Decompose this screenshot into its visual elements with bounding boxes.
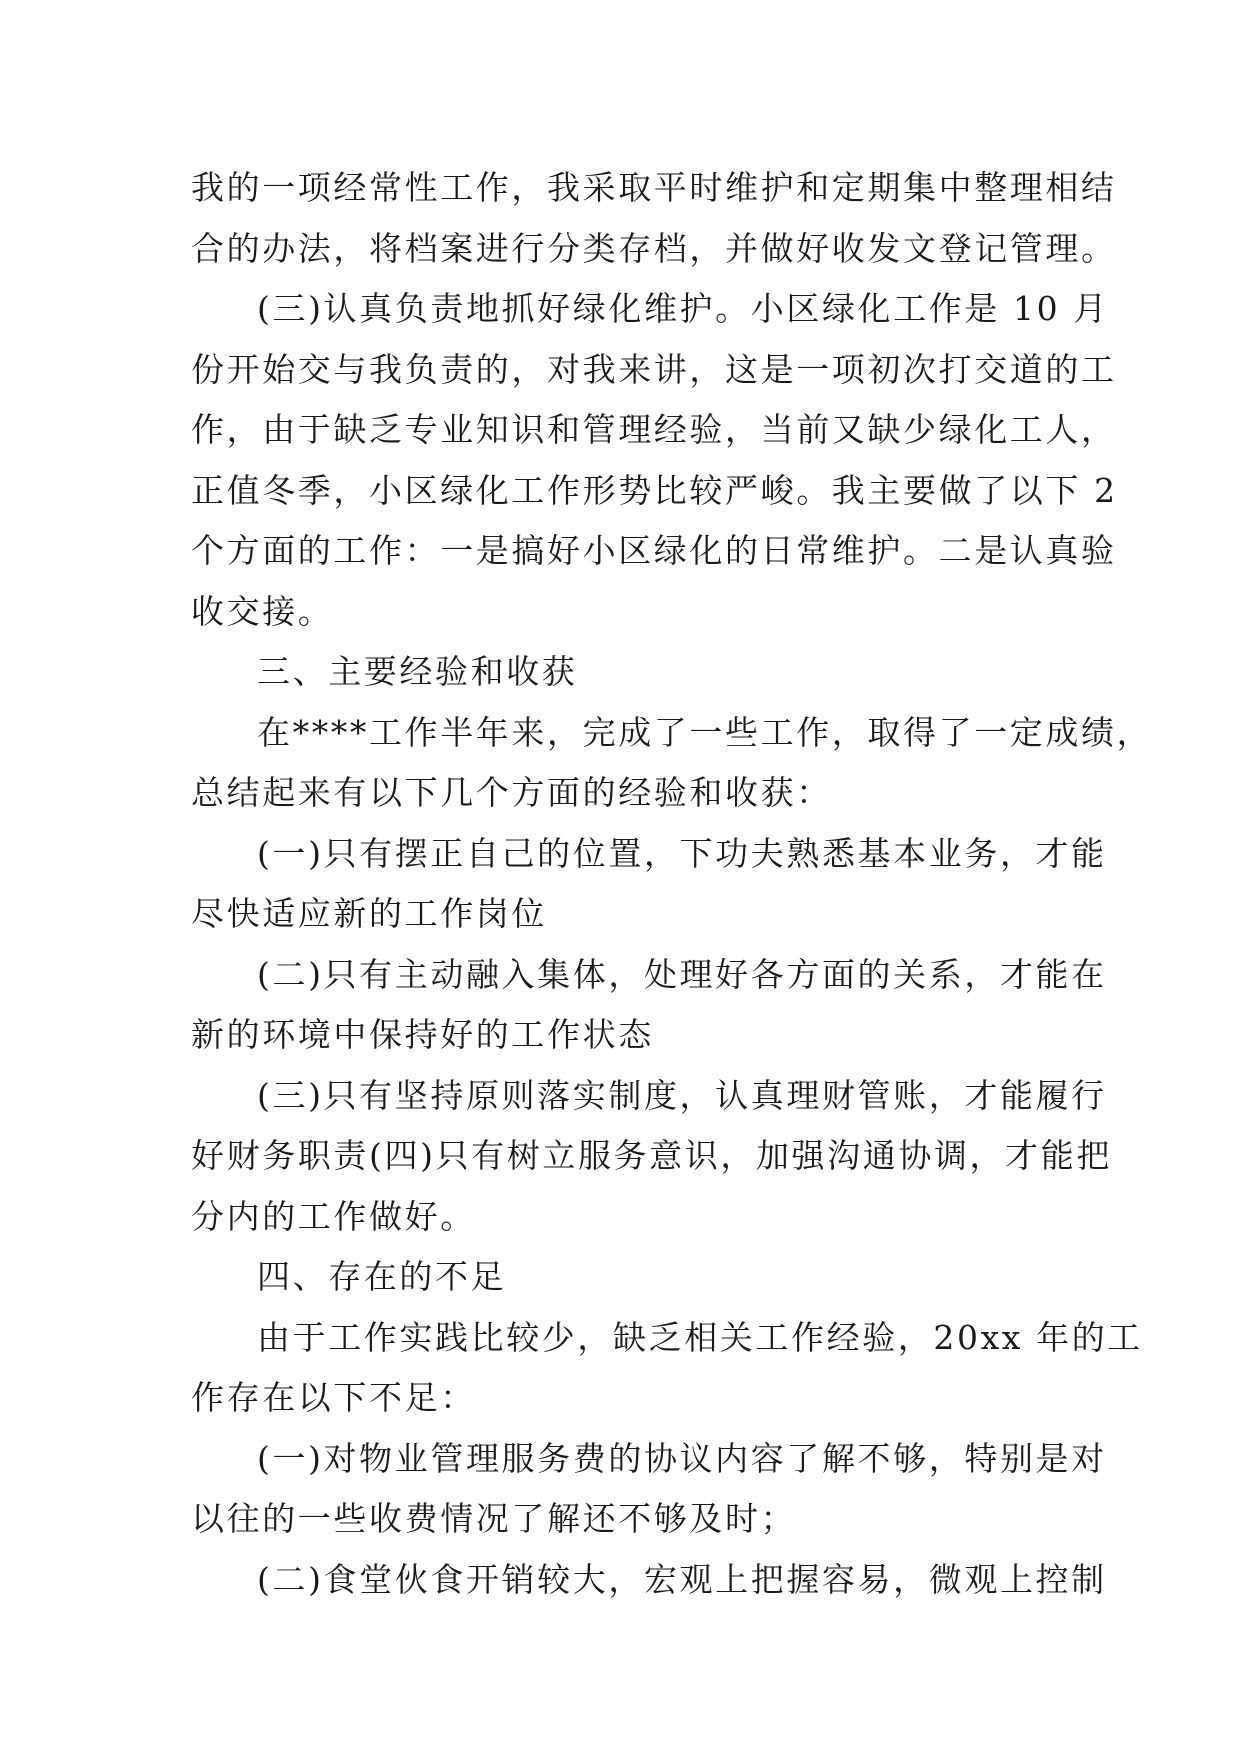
text-line: 合的办法，将档案进行分类存档，并做好收发文登记管理。 [191, 228, 1117, 268]
text-line: 总结起来有以下几个方面的经验和收获： [191, 773, 832, 812]
text-line: 由于工作实践比较少，缺乏相关工作经验，20xx 年的工 [257, 1317, 1143, 1357]
text-line: (三)只有坚持原则落实制度，认真理财管账，才能履行 [257, 1075, 1107, 1115]
text-line: (一)对物业管理服务费的协议内容了解不够，特别是对 [257, 1438, 1107, 1478]
text-line: 个方面的工作：一是搞好小区绿化的日常维护。二是认真验 [191, 531, 1117, 570]
text-line: 以往的一些收费情况了解还不够及时； [191, 1499, 797, 1538]
text-line: (三)认真负责地抓好绿化维护。小区绿化工作是 10 月 [257, 289, 1109, 328]
text-line: 正值冬季，小区绿化工作形势比较严峻。我主要做了以下 2 [191, 470, 1118, 510]
text-line: (一)只有摆正自己的位置，下功夫熟悉基本业务，才能 [257, 833, 1107, 873]
text-line: (二)食堂伙食开销较大，宏观上把握容易，微观上控制 [257, 1559, 1107, 1599]
text-line: (二)只有主动融入集体，处理好各方面的关系，才能在 [257, 954, 1107, 994]
text-line: 作存在以下不足： [191, 1378, 476, 1417]
text-line: 尽快适应新的工作岗位 [191, 894, 547, 933]
text-line: 在****工作半年来，完成了一些工作，取得了一定成绩， [257, 712, 1153, 752]
text-line: 新的环境中保持好的工作状态 [191, 1015, 654, 1054]
text-line: 份开始交与我负责的，对我来讲，这是一项初次打交道的工 [191, 349, 1117, 389]
text-line: 分内的工作做好。 [191, 1196, 476, 1236]
section-heading-4: 四、存在的不足 [257, 1257, 507, 1296]
text-line: 我的一项经常性工作，我采取平时维护和定期集中整理相结 [191, 168, 1117, 207]
text-line: 收交接。 [191, 591, 334, 631]
section-heading-3: 三、主要经验和收获 [257, 652, 578, 691]
text-line: 好财务职责(四)只有树立服务意识，加强沟通协调，才能把 [191, 1136, 1112, 1175]
text-line: 作，由于缺乏专业知识和管理经验，当前又缺少绿化工人， [191, 410, 1117, 449]
document-body [191, 158, 1153, 1610]
